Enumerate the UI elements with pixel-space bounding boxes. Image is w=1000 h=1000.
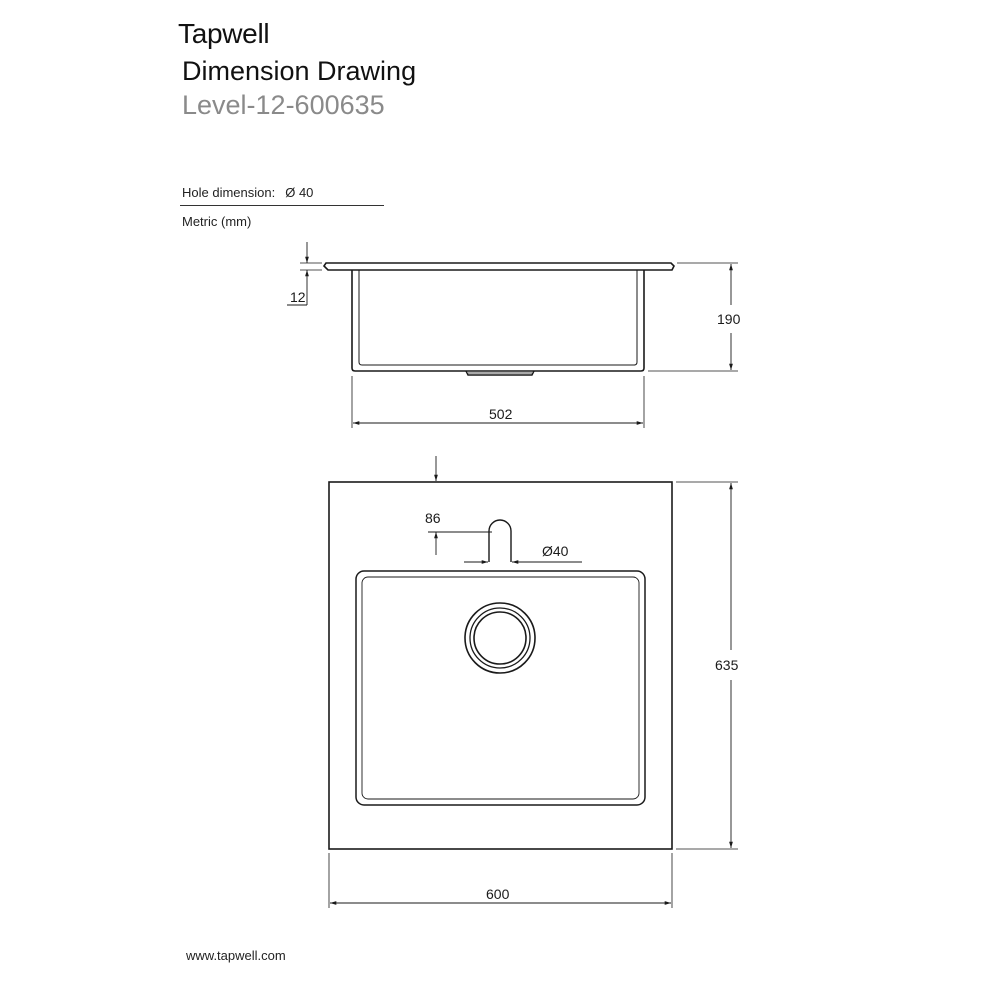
tap-hole-icon [489, 520, 511, 562]
sink-rim [324, 263, 674, 270]
document-title: Dimension Drawing [182, 56, 417, 86]
overall-width-dimension: 600 [486, 886, 510, 902]
brand-name: Tapwell [178, 18, 270, 49]
rim-thickness-dimension: 12 [290, 289, 306, 305]
tap-hole-diameter-dimension: Ø40 [542, 543, 569, 559]
sink-outline [329, 482, 672, 849]
units-label: Metric (mm) [182, 214, 252, 229]
model-number: Level-12-600635 [182, 90, 385, 120]
side-view [287, 242, 738, 428]
drain-circle [465, 603, 535, 673]
depth-dimension: 190 [717, 311, 741, 327]
overall-depth-dimension: 635 [715, 657, 739, 673]
hole-dimension-label: Hole dimension: [182, 185, 276, 200]
sink-bowl-side [352, 270, 644, 371]
bowl-width-dimension: 502 [489, 406, 513, 422]
top-view [329, 456, 738, 908]
hole-dimension-value: Ø 40 [285, 185, 314, 200]
tap-hole-offset-dimension: 86 [425, 510, 441, 526]
sink-bowl [356, 571, 645, 805]
website-link[interactable]: www.tapwell.com [186, 948, 286, 963]
